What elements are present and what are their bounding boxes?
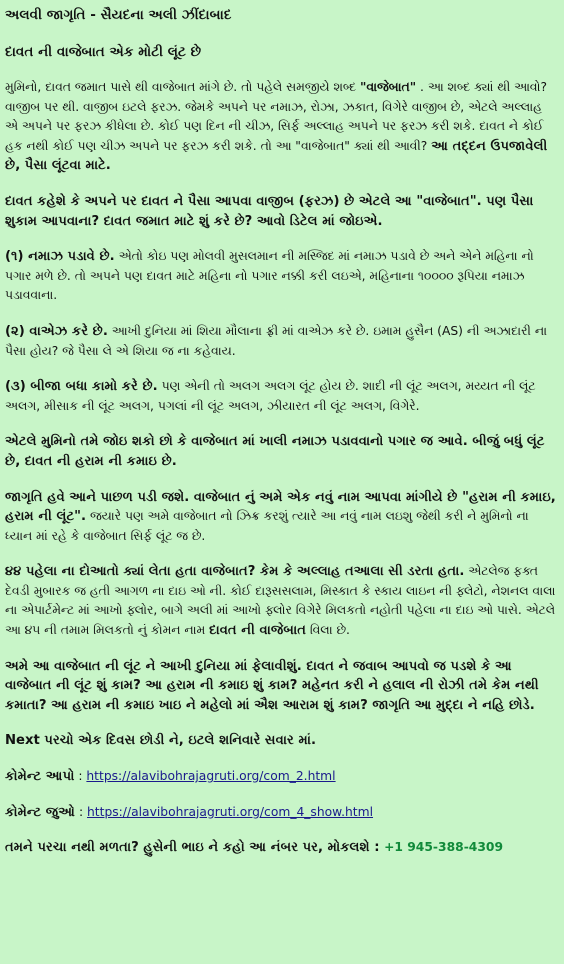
point-1-heading: (૧) નમાઝ પડાવે છે.	[5, 249, 115, 265]
comment-view-label: કોમેન્ટ જુઓ	[5, 804, 76, 820]
comment-view-link[interactable]: https://alavibohrajagruti.org/com_4_show.html	[87, 804, 374, 819]
comment-view-line	[5, 803, 558, 823]
point-2-heading: (૨) વાએઝ કરે છે.	[5, 323, 108, 339]
conclusion-paragraph: એટલે મુમિનો તમે જોઇ શકો છો કે વાજેબાત માં ખાલી નમાઝ પડાવવાનો પગાર જ આવે. બીજું બધું લૂંટ છે, દાવત ની હરામ ની કમાઇ છે.	[5, 434, 545, 469]
comment-give-label: કોમેન્ટ આપો	[5, 769, 75, 785]
rename-bold: જાગૃતિ હવે આને પાછળ પડી જશે. વાજેબાત નું અમે એક નવું નામ આપવા માંગીયે છે "હરામ ની કમાઇ, હરામ ની લૂંટ".	[5, 489, 556, 525]
history-bold-end: દાવત ની વાજેબાત	[209, 623, 306, 639]
history-text-end: વિલા છે.	[305, 623, 350, 638]
intro-word: "વાજેબાત"	[359, 80, 417, 94]
point-3-text: પણ એની તો અલગ અલગ લૂંટ હોય છે. શાદી ની લૂંટ અલગ, મય્યત ની લૂંટ અલગ, મીસાક ની લૂંટ અલગ, પગલાં ની લૂંટ અલગ, ઝીયારત ની લૂંટ અલગ, વિગેરે.	[5, 379, 536, 413]
history-text: એટલેજ ફક્ત દેવડી મુબારક જ હતી આગળ ના દાઇ ઓ ની. કોઈ દારૂસસલામ, મિસ્કાત કે સ્કાય લાઇન ની ફ્લેટો, નેશનલ વાલા ના એપાર્ટમેન્ટ માં આખો ફ્લોર, બાગે અલી માં આખો ફ્લોર વિગેરે મિલકતો નહોતી પહેલા ના દાઇ ઓ પાસે. એટલે આ ૪૫ ની તમામ મિલકતો નું કોમન નામ	[5, 564, 556, 638]
rename-paragraph	[5, 488, 558, 547]
campaign-paragraph: અમે આ વાજેબાત ની લૂંટ ને આખી દુનિયા માં ફેલાવીશું. દાવત ને જવાબ આપવો જ પડશે કે આ વાજેબાત ની લૂંટ શું કામ? આ હરામ ની કમાઇ શું કામ? મહેનત કરી ને હલાલ ની રોઝી તમે કેમ નથી કમાતા? આ હરામ ની કમાઇ ખાઇ ને મહેલો માં ઐશ આરામ શું કામ? જાગૃતિ આ મુદ્દા ને નહિ છોડે.	[5, 658, 539, 713]
footer-line	[5, 838, 558, 858]
comment-give-separator: :	[74, 769, 87, 784]
intro-paragraph	[5, 78, 558, 176]
article-subtitle: દાવત ની વાજેબાત એક મોટી લૂંટ છે	[5, 44, 202, 60]
page-title: અલવી જાગૃતિ - સૈયદના અલી ઝીંદાબાદ	[5, 7, 232, 23]
history-bold: ૪૪ પહેલા ના દોઆતો ક્યાં લેતા હતા વાજેબાત? કેમ કે અલ્લાહ તઆલા સી ડરતા હતા.	[5, 564, 465, 580]
comment-give-link[interactable]: https://alavibohrajagruti.org/com_2.html	[86, 769, 336, 784]
point-1-text: એતો કોઇ પણ મોલવી મુસલમાન ની મસ્જિદ માં નમાઝ પડાવે છે અને એને મહિના નો પગાર મળે છે. તો અપને પણ દાવત માટે મહિના નો પગાર નક્કી કરી લઇએ, મહિનાના ૧૦૦૦૦ રૂપિયા નમાઝ પડાવવાના.	[5, 249, 534, 303]
point-1-paragraph	[5, 247, 558, 306]
intro-text: મુમિનો, દાવત જમાત પાસે થી વાજેબાત માંગે છે. તો પહેલે સમજીયે શબ્દ	[5, 80, 360, 94]
intro-text-2: . આ શબ્દ ક્યાં થી આવો? વાજીબ પર થી. વાજીબ ઇટલે ફરઝ. જેમકે અપને પર નમાઝ, રોઝા, ઝકાત, વિગેરે વાજીબ છે, એટલે અલ્લાહ એ અપને પર ફરઝ કીધેલા છે. કોઈ પણ દિન ની ચીઝ, સિર્ફ અલ્લાહ અપને પર ફરઝ કરી શકે. દાવત ને કોઈ હક નથી કોઈ પણ ચીઝ અપને પર ફરઝ કરી શકે. તો આ "વાજેબાત" ક્યાં થી આવી?	[5, 80, 548, 153]
point-3-heading: (૩) બીજા બધા કામો કરે છે.	[5, 379, 158, 395]
comment-view-separator: :	[75, 804, 88, 819]
next-notice: Next પરચો એક દિવસ છોડી ને, ઇટલે શનિવારે સવાર માં.	[5, 733, 317, 749]
point-2-paragraph	[5, 322, 558, 361]
footer-text: તમને પરચા નથી મળતા? હુસેની ભાઇ ને કહો આ નંબર પર, મોકલશે :	[5, 840, 385, 856]
phone-number[interactable]: +1 945-388-4309	[384, 840, 504, 855]
point-2-text: આખી દુનિયા માં શિયા મૌલાના ફ્રી માં વાએઝ કરે છે. ઇમામ હુસૈન (AS) ની અઝાદારી ના પૈસા હોય? જે પૈસા લે એ શિયા જ ના કહેવાય.	[5, 323, 548, 358]
intro-bold-end: આ તદ્દન ઉપજાવેલી છે, પૈસા લૂંટવા માટે.	[5, 138, 548, 174]
rename-text: જયારે પણ અમે વાજેબાત નો ઝિક્ર કરશું ત્યારે આ નવું નામ લઇશુ જેથી કરી ને મુમિનો ના ધ્યાન માં રહે કે વાજેબાત સિર્ફ લૂંટ જ છે.	[5, 509, 529, 543]
point-3-paragraph	[5, 377, 558, 416]
comment-give-line	[5, 767, 558, 787]
history-paragraph	[5, 562, 558, 640]
question-paragraph: દાવત કહેશે કે અપને પર દાવત ને પૈસા આપવા વાજીબ (ફરઝ) છે એટલે આ "વાજેબાત". પણ પૈસા શુકામ આપવાના? દાવત જમાત માટે શું કરે છે? આવો ડિટેલ માં જોઇએ.	[5, 193, 534, 229]
